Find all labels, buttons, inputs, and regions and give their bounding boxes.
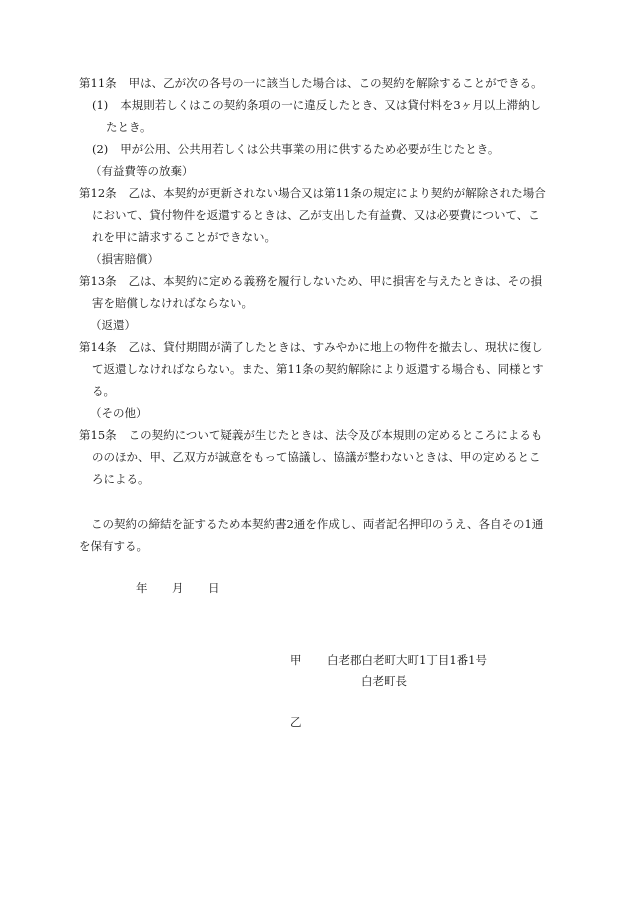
article-15-line-2: ののほか、甲、乙双方が誠意をもって協議し、協議が整わないときは、甲の定めるとこ [92,450,541,464]
article-12-text: 乙は、本契約が更新されない場合又は第11条の規定により契約が解除された場合 [128,186,546,200]
item-number: (2) [92,142,109,156]
article-15-line-3: ろによる。 [92,472,150,486]
article-13-text: 乙は、本契約に定める義務を履行しないため、甲に損害を与えたときは、その損 [128,274,543,288]
article-14-text: 乙は、貸付期間が満了したときは、すみやかに地上の物件を撤去し、現状に復し [128,340,543,354]
article-14-line-2: て返還しなければならない。また、第11条の契約解除により返還する場合も、同様とす [92,362,544,376]
article-11-item-1 [92,97,541,113]
party-b-label: 乙 [290,715,302,729]
item-text: 甲が公用、公共用若しくは公共事業の用に供するため必要が生じたとき。 [120,142,500,156]
closing-line-2: を保有する。 [79,539,148,553]
article-13-label: 第13条 [79,274,117,288]
article-12-line-3: れを甲に請求することができない。 [92,230,276,244]
article-14-line-1 [79,339,543,355]
article-12-label: 第12条 [79,186,117,200]
date-month: 月 [172,581,184,595]
item-text: 本規則若しくはこの契約条項の一に違反したとき、又は貸付料を3ヶ月以上滞納し [120,98,542,112]
article-14-label: 第14条 [79,340,117,354]
party-a-name: 白老町長 [361,674,407,688]
date-year: 年 [136,581,148,595]
article-15-label: 第15条 [79,428,117,442]
article-11-text: 甲は、乙が次の各号の一に該当した場合は、この契約を解除することができる。 [128,76,543,90]
item-number: (1) [92,98,109,112]
article-15-caption: （その他） [90,406,148,420]
closing-line-1: この契約の締結を証するため本契約書2通を作成し、両者記名押印のうえ、各自その1通 [91,517,544,531]
article-11-label: 第11条 [79,76,117,90]
article-11-item-1-continuation: たとき。 [106,120,152,134]
article-13-line-2: 害を賠償しなければならない。 [92,296,253,310]
article-13-line-1 [79,273,542,289]
article-13-caption: （損害賠償） [90,252,159,266]
date-day: 日 [208,581,220,595]
article-14-line-3: る。 [92,384,115,398]
party-a-address: 白老郡白老町大町1丁目1番1号 [327,653,487,667]
article-12-caption: （有益費等の放棄） [90,164,194,178]
article-15-line-1 [79,427,542,443]
article-11-item-2 [92,141,499,157]
article-14-caption: （返還） [90,318,136,332]
article-11-line-1 [79,75,543,91]
article-12-line-2: において、貸付物件を返還するときは、乙が支出した有益費、又は必要費について、こ [92,208,540,222]
article-15-text: この契約について疑義が生じたときは、法令及び本規則の定めるところによるも [128,428,543,442]
article-12-line-1 [79,185,546,201]
party-a-label: 甲 [290,653,302,667]
